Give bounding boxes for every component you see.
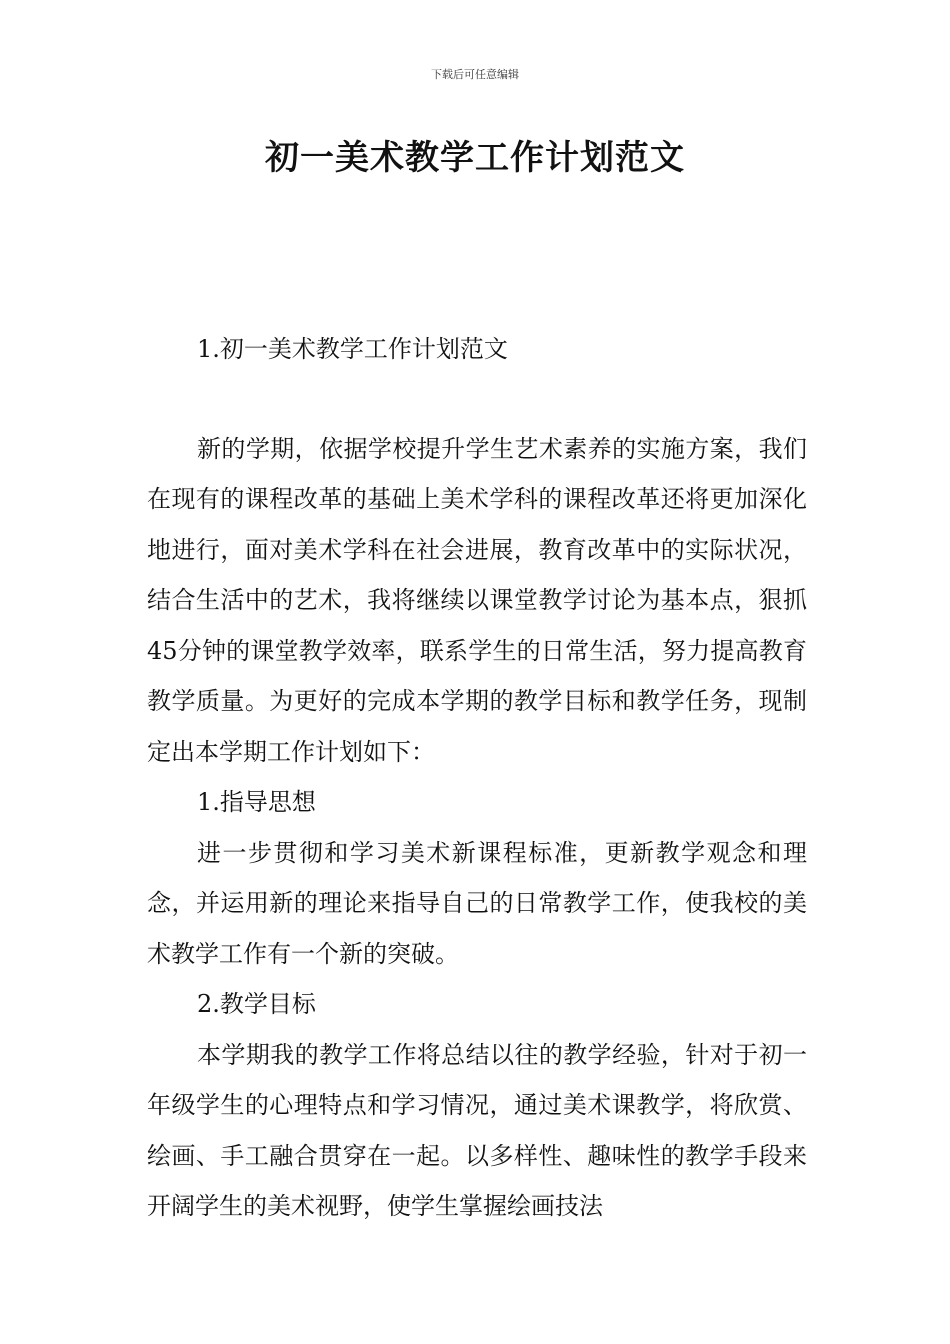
download-note: 下载后可任意编辑 (431, 68, 519, 81)
section-title: 1.初一美术教学工作计划范文 (197, 335, 508, 363)
heading-teaching-goals: 2.教学目标 (197, 990, 316, 1018)
heading-guiding-ideology: 1.指导思想 (197, 788, 316, 816)
document-title: 初一美术教学工作计划范文 (265, 138, 685, 178)
document-body (147, 324, 807, 1232)
goals-paragraph: 本学期我的教学工作将总结以往的教学经验，针对于初一年级学生的心理特点和学习情况，通过美术课教学，将欣赏、绘画、手工融合贯穿在一起。以多样性、趣味性的教学手段来开阔学生的美术视野，使学生掌握绘画技法 (147, 1040, 807, 1220)
intro-paragraph: 新的学期，依据学校提升学生艺术素养的实施方案，我们在现有的课程改革的基础上美术学科的课程改革还将更加深化地进行，面对美术学科在社会进展，教育改革中的实际状况，结合生活中的艺术，我将继续以课堂教学讨论为基本点，狠抓45分钟的课堂教学效率，联系学生的日常生活，努力提高教育教学质量。为更好的完成本学期的教学目标和教学任务，现制定出本学期工作计划如下： (147, 434, 807, 766)
guiding-paragraph: 进一步贯彻和学习美术新课程标准，更新教学观念和理念，并运用新的理论来指导自己的日常教学工作，使我校的美术教学工作有一个新的突破。 (147, 838, 807, 968)
